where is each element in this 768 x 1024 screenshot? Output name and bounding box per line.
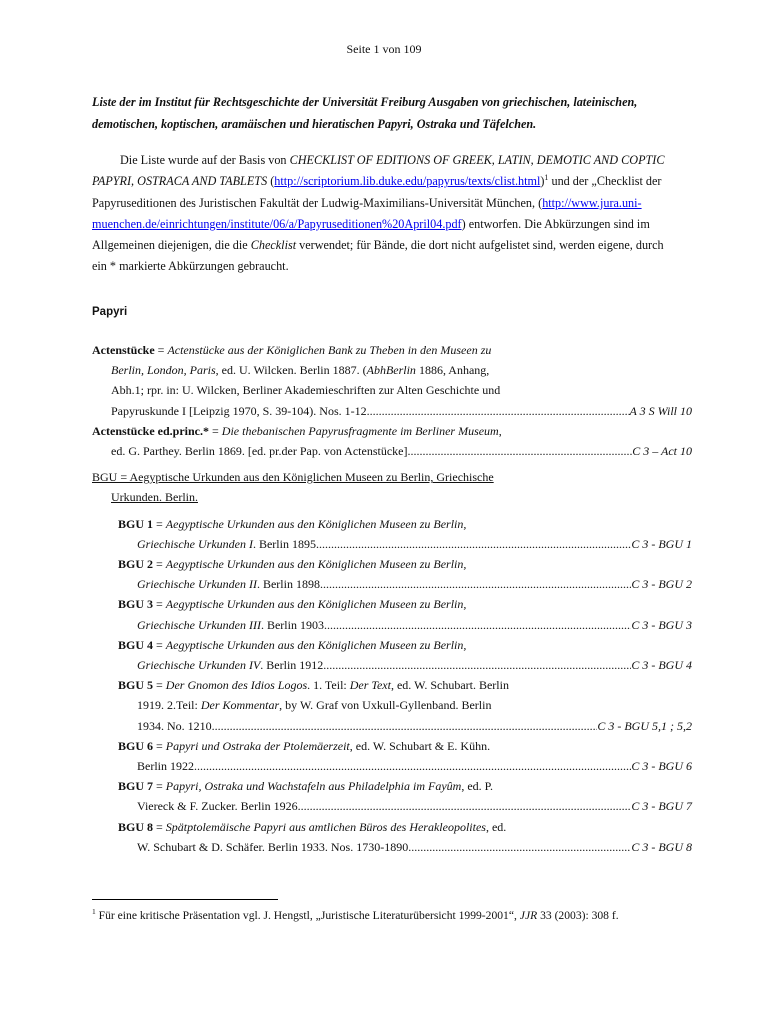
page-number: Seite 1 von 109 xyxy=(346,42,422,56)
checklist-word: Checklist xyxy=(250,238,297,253)
entry-key: BGU 5 xyxy=(118,678,154,693)
entry-key: BGU 3 xyxy=(118,597,154,612)
footnote-rule xyxy=(92,899,278,900)
entry-bgu-1: BGU 1 = Aegyptische Urkunden aus den Königlichen Museen zu Berlin, Griechische Urkunden I. Berlin 1895. ..... C 3 - BGU 1 xyxy=(92,514,692,554)
entry-text: , ed. xyxy=(485,819,507,834)
entry-text: , ed. P. xyxy=(461,779,493,794)
entry-text: Papyruskunde I [Leipzig 1970, S. 39-104). Nos. 1-12. xyxy=(111,403,370,418)
dot-leader xyxy=(407,441,632,461)
entry-actenstuecke-ed-princ xyxy=(92,421,692,461)
entry-text: 1934. No. 1210. xyxy=(137,718,215,733)
der-kommentar: Der Kommentar xyxy=(200,698,280,713)
shelf-ref: C 3 - BGU 3 xyxy=(631,617,692,632)
entry-title-cont: Griechische Urkunden IV xyxy=(137,658,261,673)
dot-leader xyxy=(326,655,631,675)
checklist-title: CHECKLIST OF EDITIONS OF GREEK, LATIN, DEMOTIC AND COPTIC PAPYRI, OSTRACA AND TABLETS xyxy=(92,153,665,189)
entry-text: . 1. Teil: xyxy=(307,678,350,693)
entry-key: Actenstücke ed.princ.* xyxy=(92,423,209,438)
shelf-ref: A 3 S Will 10 xyxy=(629,403,692,418)
dot-leader xyxy=(324,615,631,635)
entry-key: BGU 4 xyxy=(118,637,154,652)
entry-title-cont: Griechische Urkunden I xyxy=(137,536,253,551)
entry-bgu-7: BGU 7 = Papyri, Ostraka und Wachstafeln aus Philadelphia im Fayûm, ed. P. Viereck & F. Zucker. Berlin 1926. ..... C 3 - BGU 7 xyxy=(92,776,692,816)
dot-leader xyxy=(323,574,631,594)
entry-title: Papyri, Ostraka und Wachstafeln aus Philadelphia im Fayûm xyxy=(165,779,462,794)
entry-bgu-3: BGU 3 = Aegyptische Urkunden aus den Königlichen Museen zu Berlin, Griechische Urkunden III. Berlin 1903 ..... C 3 - BGU 3 xyxy=(92,594,692,634)
entry-key: Actenstücke xyxy=(92,343,155,357)
intro-text-4: verwendet; für Bände, die dort nicht aufgelistet sind, werden eigene, durch ein * markierte Abkürzungen gebraucht. xyxy=(92,238,664,274)
dot-leader xyxy=(411,837,631,857)
intro-text-2: und der „Checklist der Papyruseditionen des Juristischen Fakultät der Ludwig-Maximilians-Universität München, ( xyxy=(92,174,662,210)
entry-title-cont: Griechische Urkunden III xyxy=(137,617,261,632)
entry-text: , ed. U. Wilcken. Berlin 1887. ( xyxy=(215,363,367,378)
paren-close: ) xyxy=(540,174,545,189)
entry-title: Aegyptische Urkunden aus den Königlichen Museen zu Berlin, xyxy=(165,516,467,531)
entry-title: Actenstücke aus der Königlichen Bank zu Theben in den Museen zu xyxy=(167,343,492,357)
entry-list xyxy=(92,340,692,857)
entry-bgu-4: BGU 4 = Aegyptische Urkunden aus den Königlichen Museen zu Berlin, Griechische Urkunden IV. Berlin 1912. ..... C 3 - BGU 4 xyxy=(92,635,692,675)
entry-text: , ed. W. Schubart. Berlin xyxy=(390,678,509,693)
entry-key: BGU 1 xyxy=(118,516,154,531)
intro-text-1: Die Liste wurde auf der Basis von xyxy=(120,153,290,167)
bgu-heading-cont: Urkunden. Berlin. xyxy=(111,490,198,505)
entry-text: , ed. W. Schubart & E. Kühn. xyxy=(349,738,491,753)
entry-bgu-6: BGU 6 = Papyri und Ostraka der Ptolemäerzeit, ed. W. Schubart & E. Kühn. Berlin 1922. ..... C 3 - BGU 6 xyxy=(92,736,692,776)
duke-checklist-link[interactable]: http://scriptorium.lib.duke.edu/papyrus/texts/clist.html xyxy=(274,174,541,189)
shelf-ref: C 3 – Act 10 xyxy=(632,444,692,459)
entry-title: Aegyptische Urkunden aus den Königlichen Museen zu Berlin, xyxy=(165,557,467,572)
footnote-text-end: 33 (2003): 308 f. xyxy=(537,909,619,922)
entry-text: Abh.1; rpr. in: U. Wilcken, Berliner Akademieschriften zur Alten Geschichte und xyxy=(111,383,501,398)
entry-key: BGU 8 xyxy=(118,819,154,834)
footnote-mark: 1 xyxy=(92,907,96,917)
entry-bgu-8: BGU 8 = Spätptolemäische Papyri aus amtlichen Büros des Herakleopolites, ed. W. Schubart & D. Schäfer. Berlin 1933. Nos. 1730-1890. ..... C 3 - BGU 8 xyxy=(92,817,692,857)
entry-text: 1886, Anhang, xyxy=(415,363,490,378)
intro-text-3: ) entworfen. Die Abkürzungen sind im Allgemeinen diejenigen, die die xyxy=(92,216,650,253)
abh-berlin: AbhBerlin xyxy=(366,363,416,378)
entry-bgu xyxy=(92,467,692,507)
footnote-ref[interactable]: 1 xyxy=(544,173,549,183)
dot-leader xyxy=(301,796,632,816)
shelf-ref: C 3 - BGU 5,1 ; 5,2 xyxy=(597,718,692,733)
muenchen-checklist-link[interactable]: http://www.jura.uni-muenchen.de/einrichtungen/institute/06/a/Papyruseditionen%20April04.pdf xyxy=(92,195,642,231)
entry-text: ed. G. Parthey. Berlin 1869. [ed. pr.der Pap. von Actenstücke] xyxy=(111,444,408,459)
footnote xyxy=(92,907,667,924)
shelf-ref: C 3 - BGU 4 xyxy=(631,658,692,673)
entry-text: W. Schubart & D. Schäfer. Berlin 1933. Nos. 1730-1890. xyxy=(137,839,412,854)
dot-leader xyxy=(319,534,631,554)
entry-text: . Berlin 1912. xyxy=(260,658,327,673)
eq: = xyxy=(154,343,168,357)
der-text: Der Text xyxy=(349,678,391,693)
entry-text: . Berlin 1898. xyxy=(256,577,323,592)
entry-text: Berlin 1922. xyxy=(137,759,197,774)
entry-title: Spätptolemäische Papyri aus amtlichen Büros des Herakleopolites xyxy=(165,819,486,834)
entry-text: . Berlin 1903 xyxy=(260,617,324,632)
shelf-ref: C 3 - BGU 1 xyxy=(631,536,692,551)
bgu-heading: BGU = Aegyptische Urkunden aus den Königlichen Museen zu Berlin, Griechische xyxy=(92,470,494,485)
dot-leader xyxy=(197,756,631,776)
entry-title-cont: Griechische Urkunden II xyxy=(137,577,257,592)
shelf-ref: C 3 - BGU 7 xyxy=(631,799,692,814)
entry-key: BGU 6 xyxy=(118,738,154,753)
dot-leader xyxy=(215,716,598,736)
shelf-ref: C 3 - BGU 8 xyxy=(631,839,692,854)
entry-text: 1919. 2.Teil: xyxy=(137,698,201,713)
entry-title: Die thebanischen Papyrusfragmente im Berliner Museum xyxy=(221,423,499,438)
shelf-ref: C 3 - BGU 6 xyxy=(631,759,692,774)
entry-text: , by W. Graf von Uxkull-Gyllenband. Berlin xyxy=(279,698,492,713)
section-heading-papyri: Papyri xyxy=(92,306,128,318)
entry-text: Viereck & F. Zucker. Berlin 1926. xyxy=(137,799,301,814)
entry-key: BGU 2 xyxy=(118,557,154,572)
entry-bgu-2: BGU 2 = Aegyptische Urkunden aus den Königlichen Museen zu Berlin, Griechische Urkunden II. Berlin 1898. ..... C 3 - BGU 2 xyxy=(92,554,692,594)
entry-title: Aegyptische Urkunden aus den Königlichen Museen zu Berlin, xyxy=(165,597,467,612)
entry-key: BGU 7 xyxy=(118,779,154,794)
eq: = xyxy=(209,423,222,438)
entry-text: . Berlin 1895. xyxy=(252,536,319,551)
entry-bgu-5: BGU 5 = Der Gnomon des Idios Logos. 1. Teil: Der Text, ed. W. Schubart. Berlin 1919. 2.Teil: Der Kommentar, by W. Graf von Uxkull-Gyllenband. Berlin 1934. No. 1210. ..... C 3 - BGU 5,1 ; 5,2 xyxy=(92,675,692,736)
entry-actenstuecke xyxy=(92,340,692,421)
entry-title: Aegyptische Urkunden aus den Königlichen Museen zu Berlin, xyxy=(165,637,467,652)
entry-title: Der Gnomon des Idios Logos xyxy=(165,678,308,693)
document-title: Liste der im Institut für Rechtsgeschichte der Universität Freiburg Ausgaben von griechischen, lateinischen, demotischen, koptischen, aramäischen und hieratischen Papyri, Ostraka und Täfelchen. xyxy=(92,95,638,131)
intro-paragraph xyxy=(92,150,672,278)
paren-open: ( xyxy=(267,174,275,189)
entry-text: , xyxy=(498,423,502,438)
footnote-jjr: JJR xyxy=(519,909,538,922)
entry-title-cont: Berlin, London, Paris xyxy=(111,363,216,378)
dot-leader xyxy=(370,401,630,421)
footnote-text: Für eine kritische Präsentation vgl. J. Hengstl, „Juristische Literaturübersicht 1999-2001“, xyxy=(95,909,520,922)
shelf-ref: C 3 - BGU 2 xyxy=(631,577,692,592)
entry-title: Papyri und Ostraka der Ptolemäerzeit xyxy=(165,738,350,753)
